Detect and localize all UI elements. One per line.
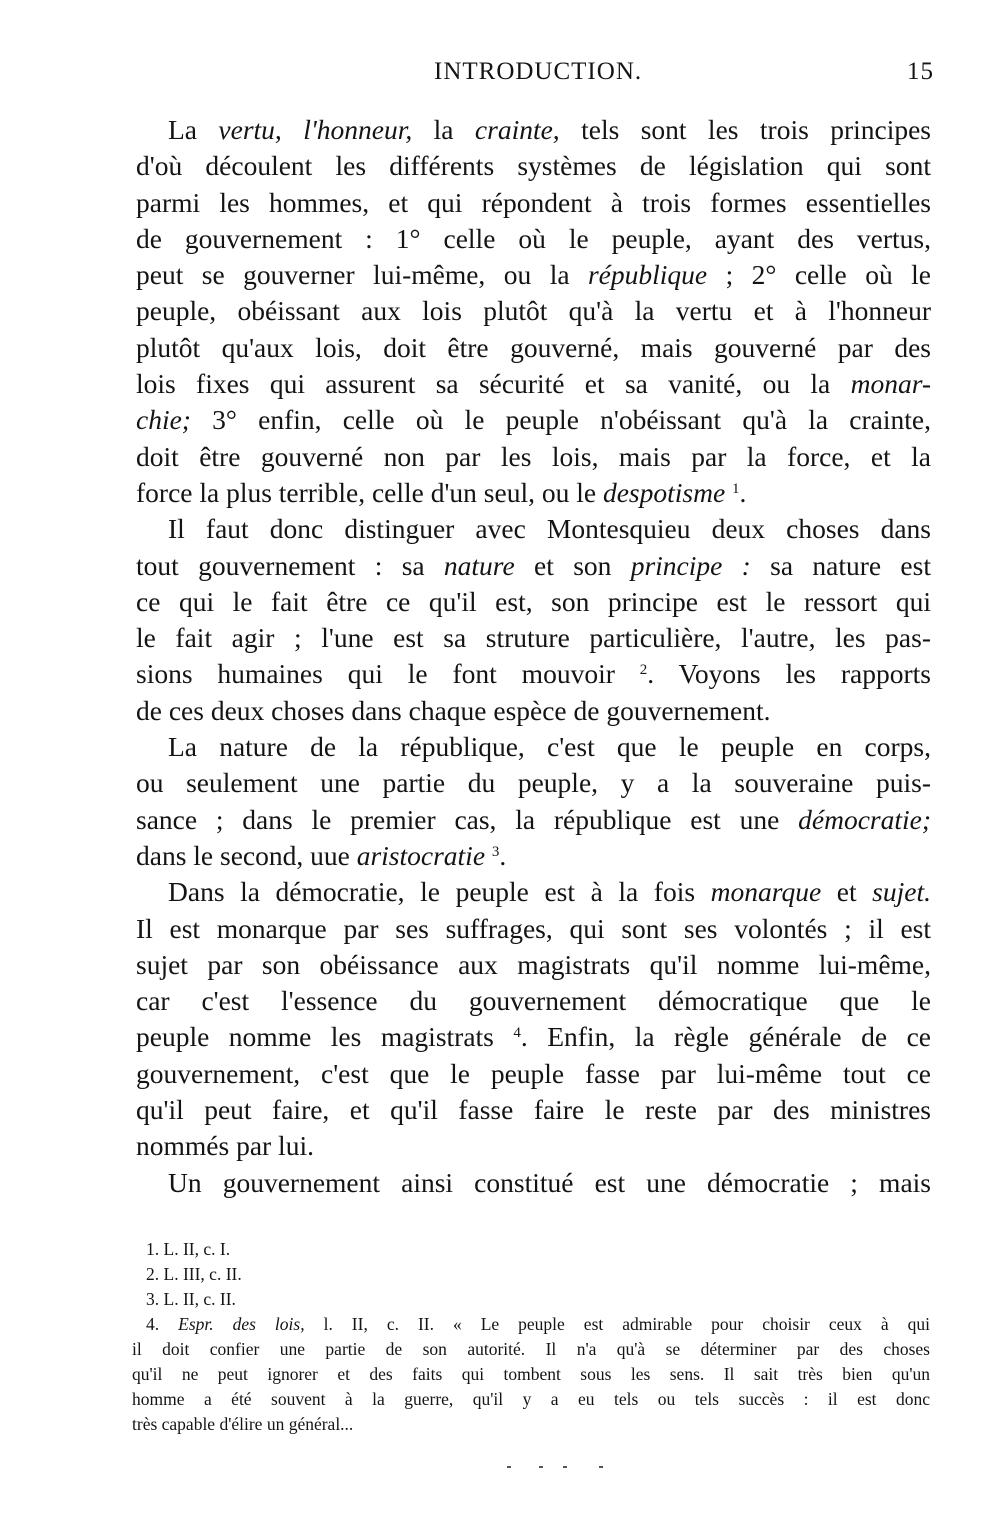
text-run: parmi les hommes, et qui répondent à trois formes essentielles — [136, 186, 931, 218]
footnote-line — [132, 1412, 930, 1437]
text-line — [136, 802, 931, 838]
text-run: homme a été souvent à la guerre, qu'il y a eu tels ou tels succès : il est donc — [132, 1389, 930, 1409]
italic-text: crainte, — [474, 114, 560, 145]
footnotes — [132, 1237, 930, 1437]
text-run: peuple nomme les magistrats — [136, 1021, 514, 1053]
text-run: de gouvernement : 1° celle où le peuple, ayant des vertus, — [136, 222, 931, 254]
text-run — [282, 114, 303, 145]
text-run: 4. — [146, 1314, 179, 1334]
text-run: sujet par son obéissance aux magistrats qu'il nomme lui-même, — [136, 948, 931, 980]
text-run — [725, 477, 732, 508]
text-line — [136, 1056, 931, 1092]
text-run: . — [499, 839, 507, 871]
footnote-ref: 1 — [732, 480, 740, 497]
text-run: Il faut donc distinguer avec Montesquieu deux choses dans — [168, 513, 931, 545]
text-line — [136, 911, 931, 947]
body-text — [136, 112, 931, 1201]
text-run: nommés par lui. — [136, 1130, 314, 1162]
text-run: Dans la démocratie, le peuple est à la fois — [168, 876, 711, 908]
text-run: ce qui le fait être ce qu'il est, son principe est le ressort qui — [136, 585, 931, 617]
text-run: La nature de la république, c'est que le peuple en corps, — [168, 731, 931, 763]
text-run: très capable d'élire un général... — [132, 1414, 354, 1434]
text-line — [136, 439, 931, 475]
text-run: force la plus terrible, celle d'un seul, ou le — [136, 476, 603, 508]
text-run: ou seulement une partie du peuple, y a la souveraine puis- — [136, 767, 931, 799]
text-run: la — [412, 114, 475, 145]
text-run: d'où découlent les différents systèmes de législation qui sont — [136, 150, 931, 182]
text-line — [136, 475, 931, 511]
text-line — [136, 1092, 931, 1128]
text-line — [136, 1128, 931, 1164]
text-run: La — [168, 114, 219, 145]
text-line — [136, 402, 931, 438]
footnote-ref: 2 — [639, 662, 648, 679]
italic-text: monarque — [710, 876, 822, 908]
text-line — [136, 838, 931, 874]
italic-text: despotisme — [602, 476, 726, 508]
text-run: tout gouvernement : sa — [136, 549, 444, 581]
text-run: Un gouvernement ainsi constitué est une démocratie ; mais — [168, 1166, 931, 1198]
text-line — [136, 293, 931, 329]
text-line — [136, 1019, 931, 1055]
text-run: le fait agir ; l'une est sa struture particulière, l'autre, les pas- — [136, 622, 931, 654]
text-run: 1. L. II, c. I. — [146, 1239, 231, 1259]
text-run: sance ; dans le premier cas, la république est une — [136, 803, 799, 835]
text-line — [136, 548, 931, 584]
text-line — [136, 185, 931, 221]
text-run: gouvernement, c'est que le peuple fasse par lui-même tout ce — [136, 1057, 931, 1089]
text-line — [136, 584, 931, 620]
text-run: de ces deux choses dans chaque espèce de gouvernement. — [136, 694, 771, 726]
text-line — [136, 330, 931, 366]
text-run: plutôt qu'aux lois, doit être gouverné, mais gouverné par des — [136, 331, 931, 363]
text-run — [485, 840, 492, 871]
italic-text: démocratie; — [798, 803, 931, 835]
text-line — [136, 257, 931, 293]
text-line — [136, 366, 931, 402]
text-line — [136, 693, 931, 729]
text-line — [136, 874, 931, 910]
italic-text: Espr. des lois, — [178, 1314, 305, 1334]
text-run: peut se gouverner lui-même, ou la — [136, 259, 588, 291]
text-run: car c'est l'essence du gouvernement démocratique que le — [136, 985, 931, 1017]
footnote-line — [132, 1387, 930, 1412]
text-line — [136, 729, 931, 765]
text-line — [136, 947, 931, 983]
text-run: 2. L. III, c. II. — [146, 1264, 242, 1284]
footnote-line — [132, 1362, 930, 1387]
text-run: Il est monarque par ses suffrages, qui sont ses volontés ; il est — [136, 912, 931, 944]
text-run: doit être gouverné non par les lois, mais par la force, et la — [136, 440, 931, 472]
text-run: peuple, obéissant aux lois plutôt qu'à la vertu et à l'honneur — [136, 295, 931, 327]
running-head — [136, 58, 936, 98]
italic-text: nature — [443, 549, 515, 581]
text-run: . Voyons les rapports — [647, 658, 931, 690]
text-line — [136, 148, 931, 184]
text-run: tels sont les trois principes — [559, 114, 931, 145]
text-line — [136, 656, 931, 692]
text-run: qu'il peut faire, et qu'il fasse faire le reste par des ministres — [136, 1094, 931, 1126]
text-run: il doit confier une partie de son autorité. Il n'a qu'à se déterminer par des choses — [132, 1339, 930, 1359]
italic-text: chie; — [136, 404, 191, 436]
text-run: dans le second, uue — [136, 839, 357, 871]
text-line — [136, 983, 931, 1019]
text-line — [136, 221, 931, 257]
footnote-line — [132, 1337, 930, 1362]
text-line — [136, 620, 931, 656]
footnote-line — [132, 1262, 930, 1287]
text-run: et — [821, 876, 873, 908]
text-run: et son — [514, 549, 631, 581]
text-run: qu'il ne peut ignorer et des faits qui tombent sous les sens. Il sait très bien qu'un — [132, 1364, 930, 1384]
page-number: 15 — [907, 58, 934, 85]
text-run: . — [739, 476, 747, 508]
text-run: lois fixes qui assurent sa sécurité et sa vanité, ou la — [136, 368, 851, 400]
text-line — [136, 1165, 931, 1201]
footnote-line — [132, 1312, 930, 1337]
footnote-ref: 3 — [491, 843, 500, 860]
text-run: l. II, c. II. « Le peuple est admirable pour choisir ceux à qui — [304, 1314, 931, 1334]
text-run: ; 2° celle où le — [707, 259, 931, 291]
italic-text: vertu, — [218, 114, 282, 145]
italic-text: sujet. — [872, 876, 931, 908]
scan-artifact — [505, 1466, 625, 1472]
text-line — [136, 511, 931, 547]
text-run: 3° enfin, celle où le peuple n'obéissant qu'à la crainte, — [190, 404, 931, 436]
footnote-line — [132, 1237, 930, 1262]
italic-text: monar- — [850, 368, 931, 400]
text-line — [136, 112, 931, 148]
italic-text: aristocratie — [356, 839, 486, 871]
text-run: 3. L. II, c. II. — [146, 1289, 236, 1309]
running-title: INTRODUCTION. — [434, 58, 643, 85]
text-run: sa nature est — [750, 549, 931, 581]
text-run: sions humaines qui le font mouvoir — [136, 658, 640, 690]
italic-text: principe : — [630, 549, 751, 581]
footnote-ref: 4 — [513, 1025, 521, 1042]
italic-text: république — [587, 259, 708, 291]
footnote-line — [132, 1287, 930, 1312]
text-run: . Enfin, la règle générale de ce — [520, 1021, 931, 1053]
italic-text: l'honneur, — [303, 114, 413, 145]
text-line — [136, 765, 931, 801]
